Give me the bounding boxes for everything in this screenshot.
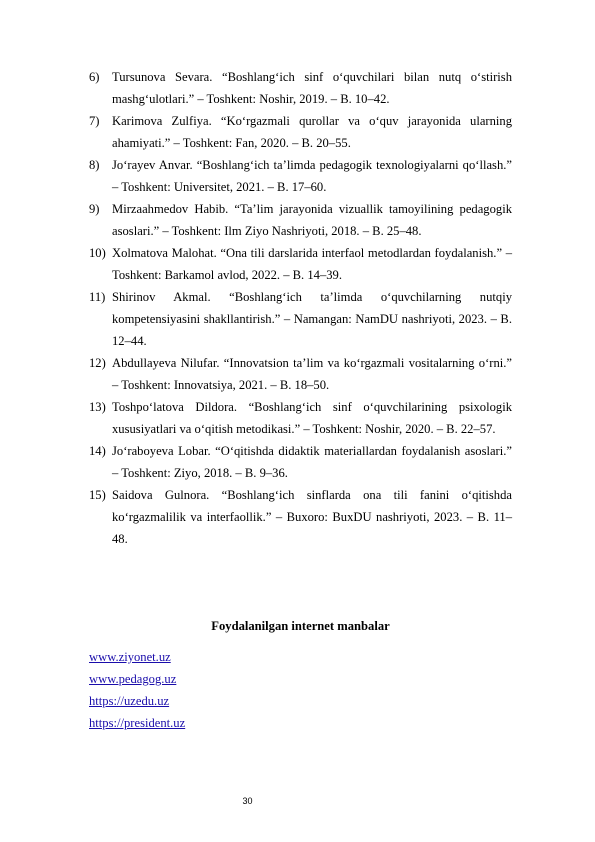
reference-item <box>89 66 512 110</box>
link-item <box>89 668 185 690</box>
link-item <box>89 712 185 734</box>
reference-item <box>89 352 512 396</box>
reference-text: Jo‘raboyeva Lobar. “O‘qitishda didaktik materiallardan foydalanish asoslari.” – Toshkent: Ziyo, 2018. – B. 9–36. <box>112 444 512 480</box>
internet-sources-heading: Foydalanilgan internet manbalar <box>211 619 390 633</box>
reference-item <box>89 484 512 550</box>
reference-number: 8) <box>89 158 100 172</box>
reference-item <box>89 286 512 352</box>
reference-text: Jo‘rayev Anvar. “Boshlang‘ich ta’limda pedagogik texnologiyalarni qo‘llash.” – Toshkent: Universitet, 2021. – B. 17–60. <box>112 158 512 194</box>
reference-text: Tursunova Sevara. “Boshlang‘ich sinf o‘quvchilari bilan nutq o‘stirish mashg‘ulotlari.” – Toshkent: Noshir, 2019. – B. 10–42. <box>112 70 512 106</box>
page-number: 30 <box>242 796 253 806</box>
reference-number: 14) <box>89 444 106 458</box>
reference-text: Shirinov Akmal. “Boshlang‘ich ta’limda o‘quvchilarning nutqiy kompetensiyasini shakllantirish.” – Namangan: NamDU nashriyoti, 2023. – B. 12–44. <box>112 290 512 348</box>
reference-item <box>89 110 512 154</box>
reference-text: Xolmatova Malohat. “Ona tili darslarida interfaol metodlardan foydalanish.” – Toshkent: Barkamol avlod, 2022. – B. 14–39. <box>112 246 512 282</box>
reference-number: 13) <box>89 400 106 414</box>
pedagog-link[interactable]: www.pedagog.uz <box>89 672 177 686</box>
reference-text: Toshpo‘latova Dildora. “Boshlang‘ich sinf o‘quvchilarining psixologik xususiyatlari va o‘qitish metodikasi.” – Toshkent: Noshir, 2020. – B. 22–57. <box>112 400 512 436</box>
reference-number: 9) <box>89 202 100 216</box>
reference-number: 6) <box>89 70 100 84</box>
reference-list <box>89 66 512 550</box>
reference-item <box>89 242 512 286</box>
reference-number: 7) <box>89 114 100 128</box>
link-item <box>89 646 185 668</box>
reference-number: 10) <box>89 246 106 260</box>
reference-item <box>89 154 512 198</box>
ziyonet-link[interactable]: www.ziyonet.uz <box>89 650 171 664</box>
internet-link-list <box>89 646 185 734</box>
uzedu-link[interactable]: https://uzedu.uz <box>89 694 170 708</box>
reference-text: Abdullayeva Nilufar. “Innovatsion ta’lim va ko‘rgazmali vositalarning o‘rni.” – Toshkent: Innovatsiya, 2021. – B. 18–50. <box>112 356 512 392</box>
reference-number: 15) <box>89 488 106 502</box>
reference-text: Saidova Gulnora. “Boshlang‘ich sinflarda ona tili fanini o‘qitishda ko‘rgazmalilik va interfaollik.” – Buxoro: BuxDU nashriyoti, 2023. – B. 11–48. <box>112 488 512 546</box>
reference-item <box>89 198 512 242</box>
president-link[interactable]: https://president.uz <box>89 716 186 730</box>
reference-text: Mirzaahmedov Habib. “Ta’lim jarayonida vizuallik tamoyilining pedagogik asoslari.” – Toshkent: Ilm Ziyo Nashriyoti, 2018. – B. 25–48. <box>112 202 512 238</box>
reference-number: 11) <box>89 290 106 304</box>
reference-item <box>89 440 512 484</box>
reference-item <box>89 396 512 440</box>
reference-text: Karimova Zulfiya. “Ko‘rgazmali qurollar va o‘quv jarayonida ularning ahamiyati.” – Toshkent: Fan, 2020. – B. 20–55. <box>112 114 512 150</box>
reference-number: 12) <box>89 356 106 370</box>
link-item <box>89 690 185 712</box>
